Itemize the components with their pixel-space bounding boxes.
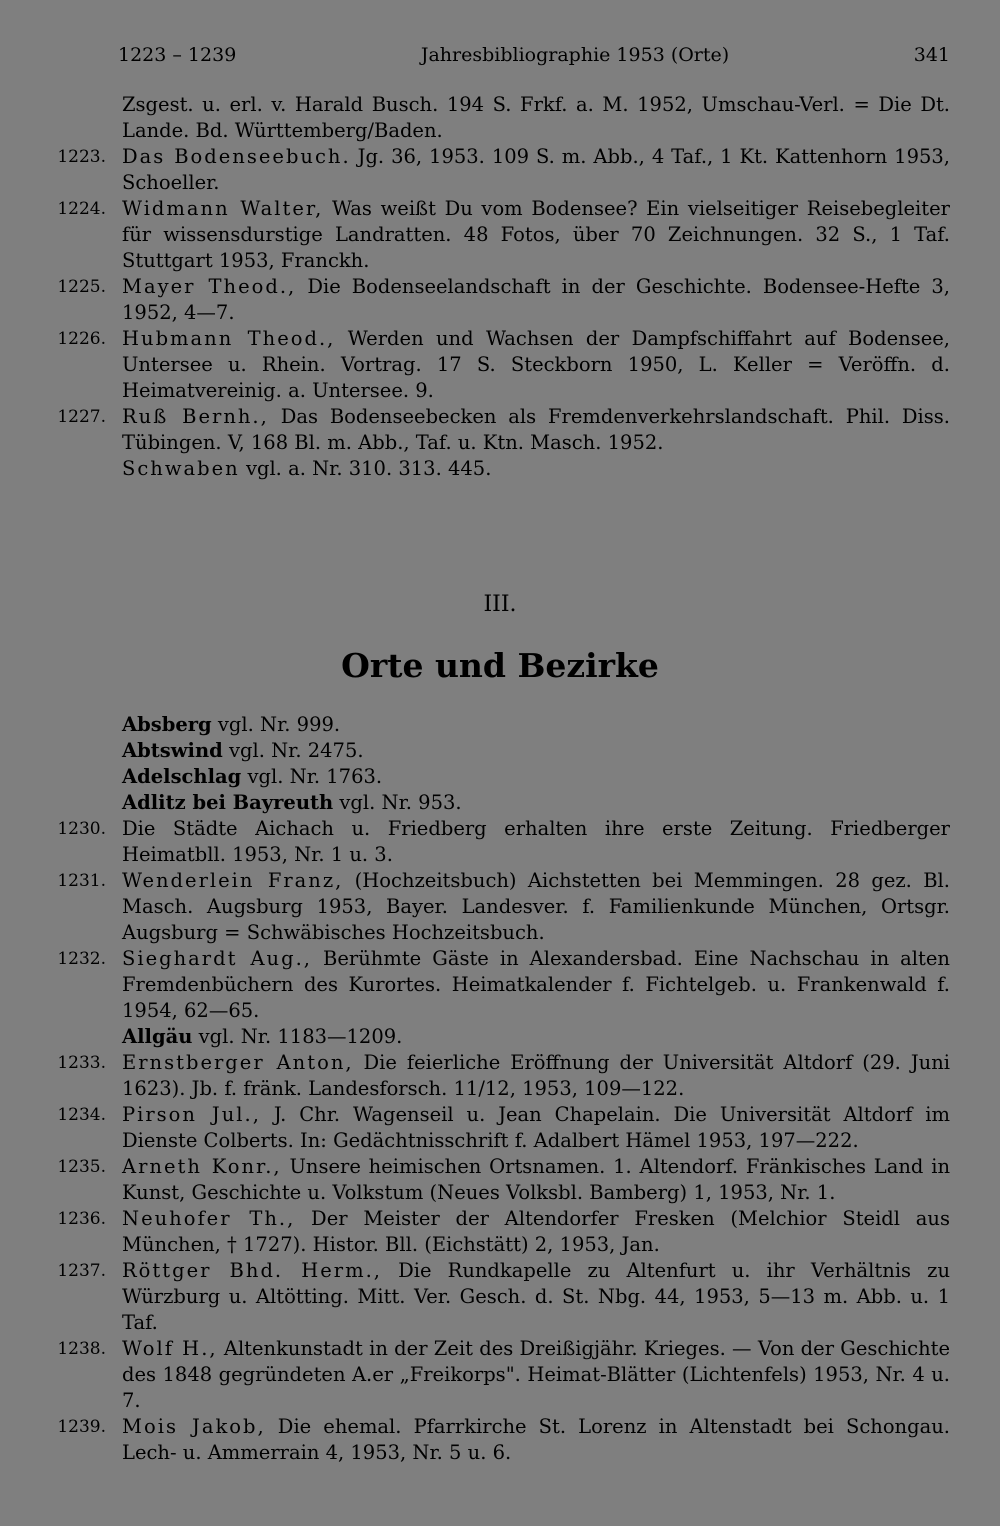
- entry-text: vgl. Nr. 1763.: [241, 765, 383, 788]
- running-head: [118, 44, 950, 66]
- bibliography-entry: [50, 816, 950, 868]
- bibliography-entry: [50, 1336, 950, 1414]
- bibliography-entry: [50, 738, 950, 764]
- bibliography-entry: [50, 764, 950, 790]
- entry-text: Die Städte Aichach u. Friedberg erhalten ihre erste Zeitung. Friedberger Heimatbll. 1953, Nr. 1 u. 3.: [122, 817, 950, 866]
- entry-text: Altenkunstadt in der Zeit des Dreißigjähr. Krieges. — Von der Geschichte des 1848 gegründeten A.er „Freikorps". Heimat-Blätter (Lichtenfels) 1953, Nr. 4 u. 7.: [122, 1337, 950, 1412]
- bibliography-entry: [50, 790, 950, 816]
- entry-author: Röttger Bhd. Herm.,: [122, 1259, 382, 1282]
- bibliography-entry: [50, 1414, 950, 1466]
- bibliography-entry: [50, 1206, 950, 1258]
- entry-number: 1234.: [57, 1105, 106, 1125]
- bibliography-entry: [50, 92, 950, 144]
- entry-number: 1223.: [57, 147, 106, 167]
- entry-text: vgl. Nr. 2475.: [222, 739, 364, 762]
- entry-author: Mois Jakob,: [122, 1415, 266, 1438]
- bibliography-entry: [50, 1258, 950, 1336]
- entry-author: Neuhofer Th.,: [122, 1207, 296, 1230]
- entry-author: Ruß Bernh.,: [122, 405, 269, 428]
- entry-text: Berühmte Gäste in Alexandersbad. Eine Nachschau in alten Fremdenbüchern des Kurortes. Heimatkalender f. Fichtelgeb. u. Frankenwald f. 1954, 62—65.: [122, 947, 950, 1022]
- entry-number: 1239.: [57, 1417, 106, 1437]
- entry-number: 1236.: [57, 1209, 106, 1229]
- entry-text: Die feierliche Eröffnung der Universität Altdorf (29. Juni 1623). Jb. f. fränk. Landesforsch. 11/12, 1953, 109—122.: [122, 1051, 950, 1100]
- entry-number: 1230.: [57, 819, 106, 839]
- entry-author: Ernstberger Anton,: [122, 1051, 354, 1074]
- bibliography-entry: [50, 404, 950, 456]
- section-numeral: III.: [483, 592, 517, 617]
- entry-text: Zsgest. u. erl. v. Harald Busch. 194 S. Frkf. a. M. 1952, Umschau-Verl. = Die Dt. Lande. Bd. Württemberg/Baden.: [122, 93, 950, 142]
- entry-number: 1224.: [57, 199, 106, 219]
- bibliography-entry: [50, 1102, 950, 1154]
- entry-author: Mayer Theod.,: [122, 275, 297, 298]
- entry-author: Wenderlein Franz,: [122, 869, 344, 892]
- entry-number: 1227.: [57, 407, 106, 427]
- entry-number: 1237.: [57, 1261, 106, 1281]
- entry-number: 1238.: [57, 1339, 106, 1359]
- entry-author: Hubmann Theod.,: [122, 327, 336, 350]
- entry-text: Jg. 36, 1953. 109 S. m. Abb., 4 Taf., 1 Kt. Kattenhorn 1953, Schoeller.: [122, 145, 950, 194]
- entry-text: vgl. Nr. 999.: [211, 713, 341, 736]
- entry-text: Werden und Wachsen der Dampfschiffahrt auf Bodensee, Untersee u. Rhein. Vortrag. 17 S. Steckborn 1950, L. Keller = Veröffn. d. Heimatvereinig. a. Untersee. 9.: [122, 327, 950, 402]
- page-number: 341: [913, 44, 950, 66]
- entry-range: 1223 – 1239: [118, 44, 237, 66]
- entry-author: Schwaben: [122, 457, 240, 480]
- section-title: Orte und Bezirke: [341, 646, 659, 685]
- entry-text: J. Chr. Wagenseil u. Jean Chapelain. Die Universität Altdorf im Dienste Colberts. In: Gedächtnisschrift f. Adalbert Hämel 1953, 197—222.: [122, 1103, 951, 1152]
- place-name: Adlitz bei Bayreuth: [122, 791, 334, 814]
- bibliography-entry: [50, 196, 950, 274]
- entry-number: 1233.: [57, 1053, 106, 1073]
- entry-text: vgl. Nr. 953.: [333, 791, 462, 814]
- place-name: Absberg: [122, 713, 212, 736]
- bibliography-entry: [50, 712, 950, 738]
- entry-text: Unsere heimischen Ortsnamen. 1. Altendorf. Fränkisches Land in Kunst, Geschichte u. Volkstum (Neues Volksbl. Bamberg) 1, 1953, Nr. 1.: [122, 1155, 951, 1204]
- entry-number: 1232.: [57, 949, 106, 969]
- bibliography-entry: [50, 1050, 950, 1102]
- entry-text: (Hochzeitsbuch) Aichstetten bei Memmingen. 28 gez. Bl. Masch. Augsburg 1953, Bayer. Landesver. f. Familienkunde München, Ortsgr. Augsburg = Schwäbisches Hochzeitsbuch.: [122, 869, 950, 944]
- bibliography-entry: [50, 326, 950, 404]
- running-title: Jahresbibliographie 1953 (Orte): [420, 44, 730, 66]
- entry-author: Wolf H.,: [122, 1337, 218, 1360]
- entry-text: Der Meister der Altendorfer Fresken (Melchior Steidl aus München, † 1727). Histor. Bll. (Eichstätt) 2, 1953, Jan.: [122, 1207, 950, 1256]
- bibliography-entry: [50, 274, 950, 326]
- place-name: Adelschlag: [122, 765, 242, 788]
- entry-number: 1231.: [57, 871, 106, 891]
- top-entry-list: [50, 92, 950, 482]
- entry-author: Pirson Jul.,: [122, 1103, 261, 1126]
- entry-author: Widmann Walter,: [122, 197, 324, 220]
- place-name: Abtswind: [122, 739, 223, 762]
- entry-text: Das Bodenseebecken als Fremdenverkehrslandschaft. Phil. Diss. Tübingen. V, 168 Bl. m. Abb., Taf. u. Ktn. Masch. 1952.: [122, 405, 951, 454]
- bibliography-entry: [50, 1154, 950, 1206]
- entry-author: Das Bodenseebuch.: [122, 145, 351, 168]
- bibliography-entry: [50, 946, 950, 1024]
- entry-text: vgl. Nr. 1183—1209.: [192, 1025, 403, 1048]
- entry-number: 1235.: [57, 1157, 106, 1177]
- entry-author: Arneth Konr.,: [122, 1155, 282, 1178]
- entry-number: 1226.: [57, 329, 106, 349]
- entry-text: Die ehemal. Pfarrkirche St. Lorenz in Altenstadt bei Schongau. Lech- u. Ammerrain 4, 1953, Nr. 5 u. 6.: [122, 1415, 950, 1464]
- bibliography-entry: [50, 1024, 950, 1050]
- entry-text: Was weißt Du vom Bodensee? Ein vielseitiger Reisebegleiter für wissensdurstige Landratten. 48 Fotos, über 70 Zeichnungen. 32 S., 1 Taf. Stuttgart 1953, Franckh.: [122, 197, 950, 272]
- entry-author: Sieghardt Aug.,: [122, 947, 312, 970]
- entry-number: 1225.: [57, 277, 106, 297]
- entry-text: Die Bodenseelandschaft in der Geschichte. Bodensee-Hefte 3, 1952, 4—7.: [122, 275, 950, 324]
- bibliography-entry: [50, 144, 950, 196]
- entry-text: Die Rundkapelle zu Altenfurt u. ihr Verhältnis zu Würzburg u. Altötting. Mitt. Ver. Gesch. d. St. Nbg. 44, 1953, 5—13 m. Abb. u. 1 Taf.: [122, 1259, 950, 1334]
- bottom-entry-list: [50, 712, 950, 1466]
- entry-text: vgl. a. Nr. 310. 313. 445.: [239, 457, 492, 480]
- bibliography-entry: [50, 868, 950, 946]
- place-name: Allgäu: [122, 1025, 193, 1048]
- bibliography-entry: [50, 456, 950, 482]
